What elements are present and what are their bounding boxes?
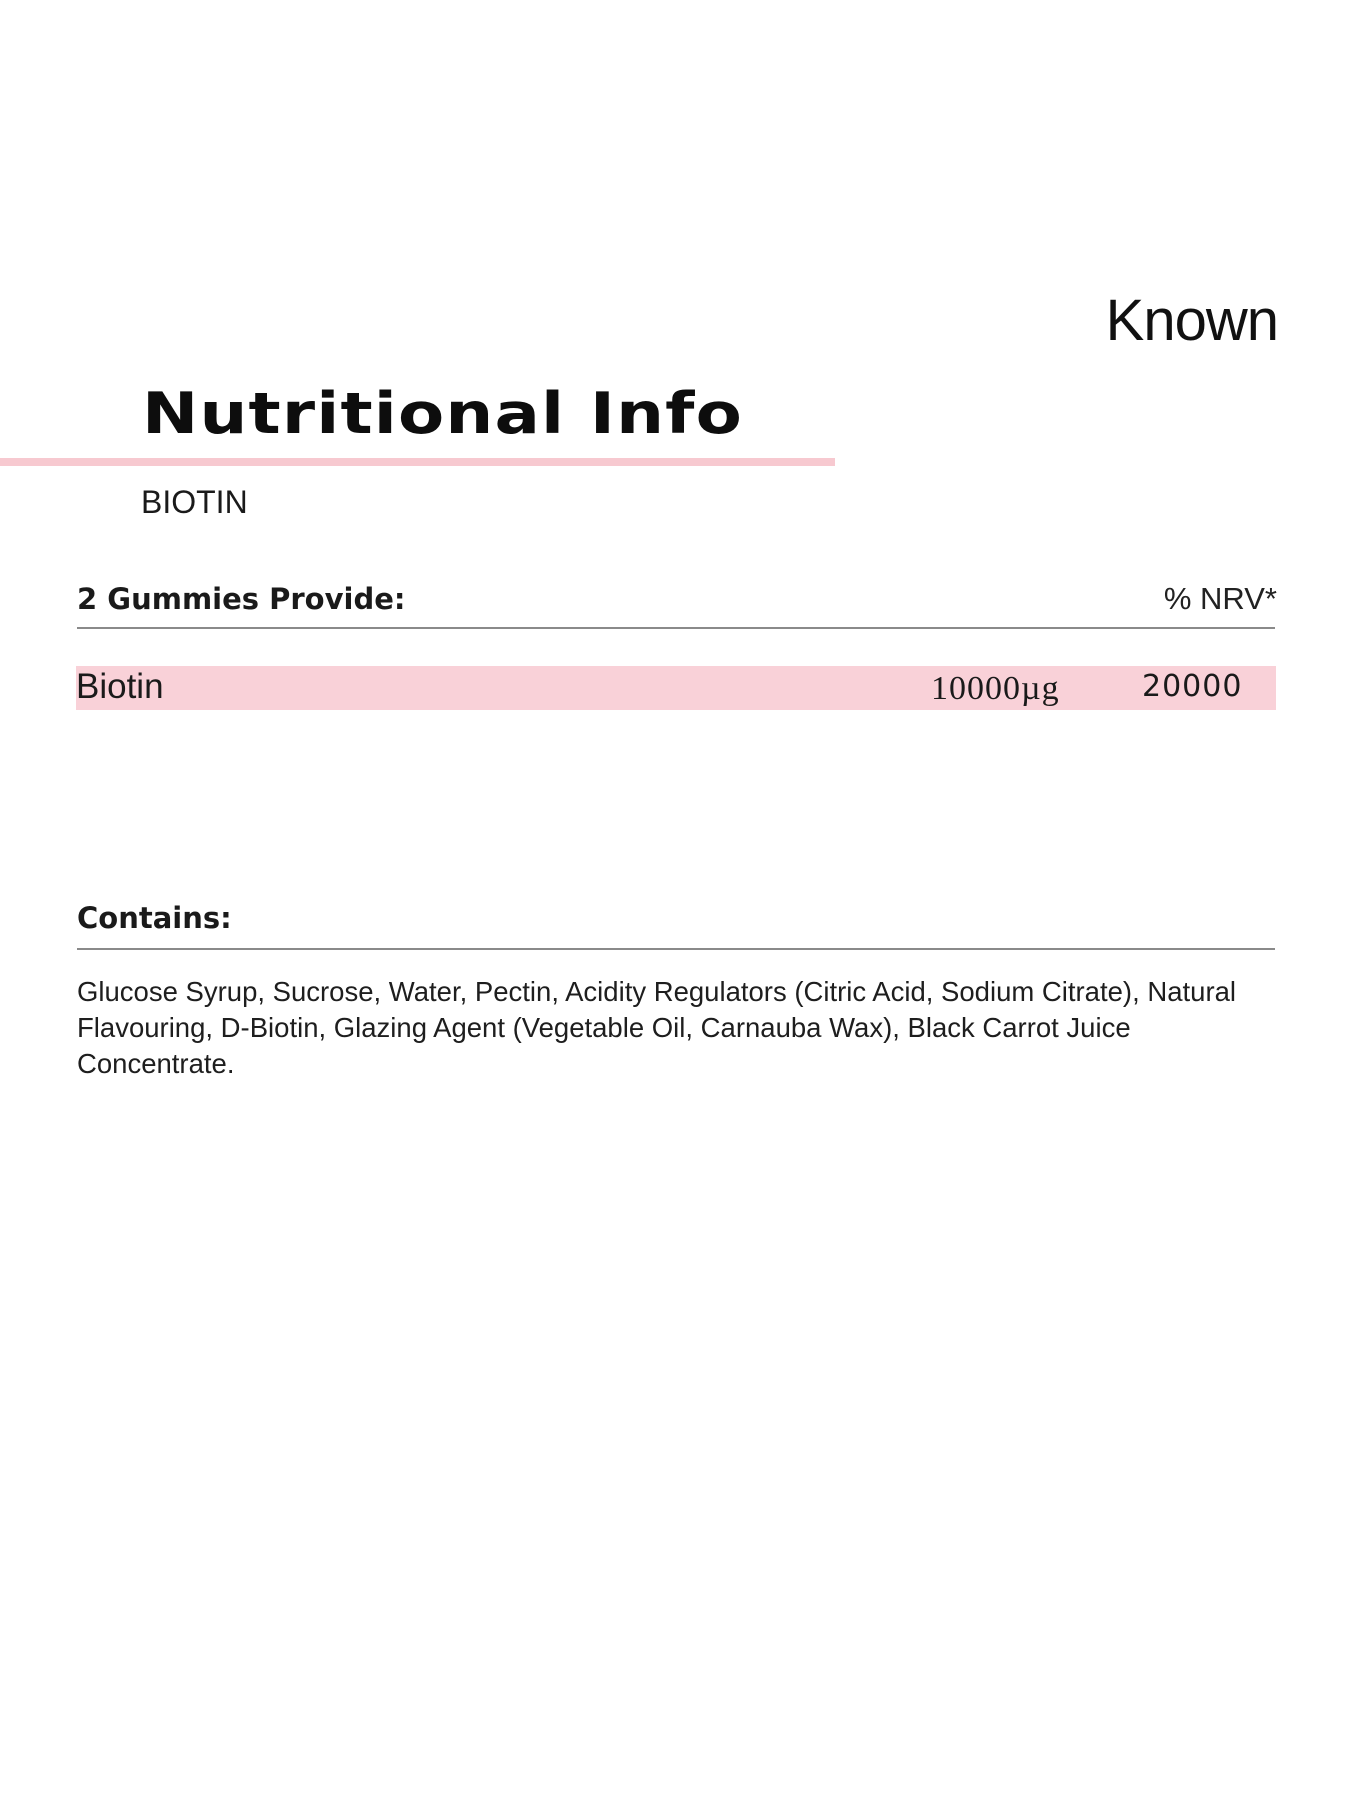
contains-heading: Contains: [77, 901, 232, 935]
contains-divider [77, 948, 1275, 950]
brand-logo: Known [1105, 288, 1278, 353]
title-underline [0, 458, 835, 466]
table-header [77, 581, 1277, 631]
page-title: Nutritional Info [142, 381, 743, 447]
serving-label: 2 Gummies Provide: [77, 582, 406, 616]
nutrient-nrv: 20000 [1142, 669, 1243, 704]
ingredients-list: Glucose Syrup, Sucrose, Water, Pectin, Acidity Regulators (Citric Acid, Sodium Citrate), Natural Flavouring, D-Biotin, Glazing Agent (Vegetable Oil, Carnauba Wax), Black Carrot Juice Concentrate. [77, 976, 1237, 1079]
product-name: BIOTIN [141, 484, 248, 520]
nrv-column-label: % NRV* [1163, 581, 1277, 616]
nutrient-name: Biotin [76, 667, 164, 706]
table-row [76, 666, 1276, 710]
nutrient-amount: 10000µg [931, 670, 1060, 707]
table-divider [77, 627, 1275, 629]
